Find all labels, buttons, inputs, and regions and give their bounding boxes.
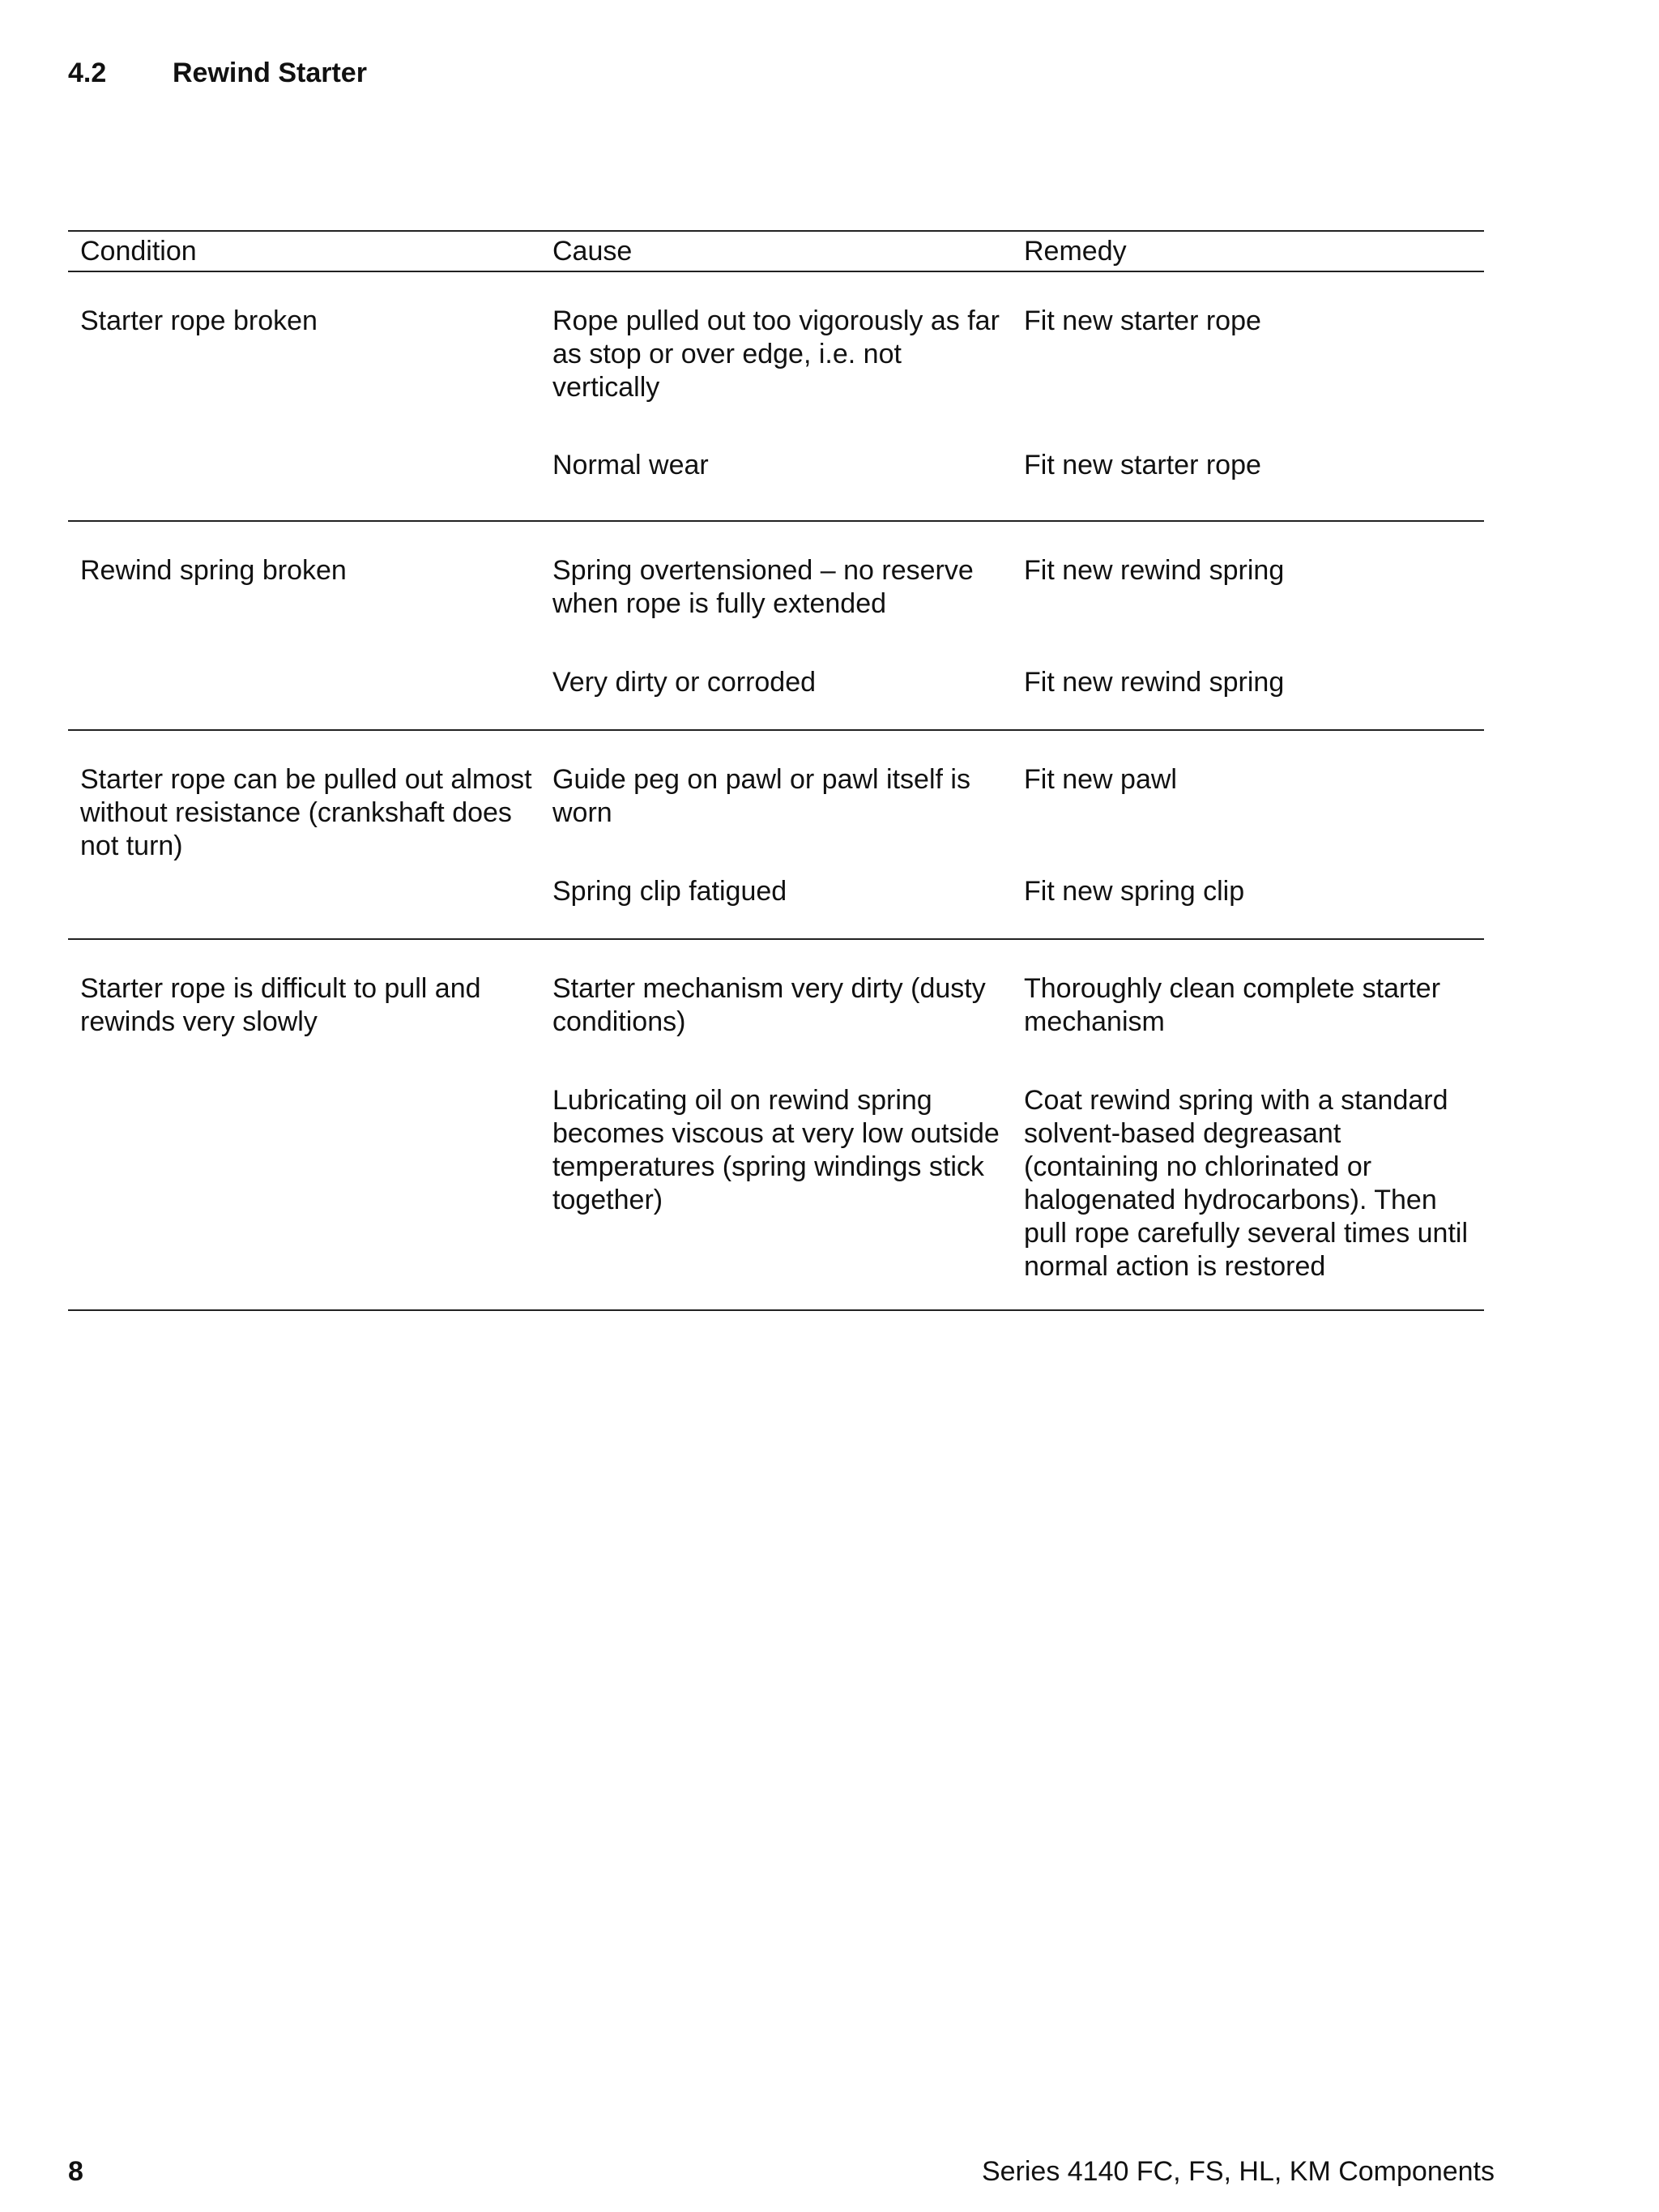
header-remedy: Remedy [1024,235,1127,267]
troubleshooting-table [68,230,1484,1311]
cause-cell: Very dirty or corroded [552,667,817,698]
table-header-row [68,230,1484,272]
remedy-cell: Fit new spring clip [1024,876,1245,907]
cause-cell: Rope pulled out too vigorously as far as stop or over edge, i.e. not vertically [552,305,1000,403]
page-number: 8 [68,2156,83,2187]
remedy-cell: Fit new rewind spring [1024,667,1285,698]
cause-cell: Normal wear [552,450,709,480]
cause-remedy-list [540,554,1484,715]
header-condition: Condition [80,235,197,267]
cause-remedy-row [540,449,1484,482]
cause-remedy-row [540,666,1484,699]
table-row-group [68,731,1484,940]
cause-remedy-row [540,1084,1484,1283]
footer-title: Series 4140 FC, FS, HL, KM Components [981,2156,1495,2187]
cause-remedy-row [540,763,1484,875]
remedy-cell: Fit new pawl [1024,764,1177,795]
table-row-group [68,272,1484,522]
cause-remedy-list [540,763,1484,924]
remedy-cell: Coat rewind spring with a standard solvent-based degreasant (containing no chlorinated or halogenated hydrocarbons). Then pull rope carefully several times until normal action is restored [1024,1085,1469,1282]
cause-remedy-list [540,972,1484,1295]
table-row-group [68,940,1484,1311]
condition-cell: Starter rope can be pulled out almost without resistance (crankshaft does not turn) [80,764,532,861]
remedy-cell: Fit new starter rope [1024,305,1261,336]
cause-remedy-row [540,972,1484,1084]
condition-cell: Rewind spring broken [80,555,347,586]
remedy-cell: Thoroughly clean complete starter mechanism [1024,973,1441,1037]
cause-cell: Lubricating oil on rewind spring becomes viscous at very low outside temperatures (spring windings stick together) [552,1085,1000,1215]
section-heading [68,57,367,89]
cause-cell: Starter mechanism very dirty (dusty conditions) [552,973,986,1037]
remedy-cell: Fit new rewind spring [1024,555,1285,586]
header-cause: Cause [552,235,633,267]
condition-cell: Starter rope is difficult to pull and rewinds very slowly [80,973,481,1037]
section-title: Rewind Starter [173,58,367,88]
cause-remedy-list [540,305,1484,506]
cause-remedy-row [540,305,1484,449]
cause-cell: Guide peg on pawl or pawl itself is worn [552,764,970,828]
condition-cell: Starter rope broken [80,305,318,336]
cause-remedy-row [540,554,1484,666]
section-number: 4.2 [68,58,107,88]
remedy-cell: Fit new starter rope [1024,450,1261,480]
cause-remedy-row [540,875,1484,908]
table-row-group [68,522,1484,731]
cause-cell: Spring overtensioned – no reserve when rope is fully extended [552,555,974,619]
cause-cell: Spring clip fatigued [552,876,787,907]
